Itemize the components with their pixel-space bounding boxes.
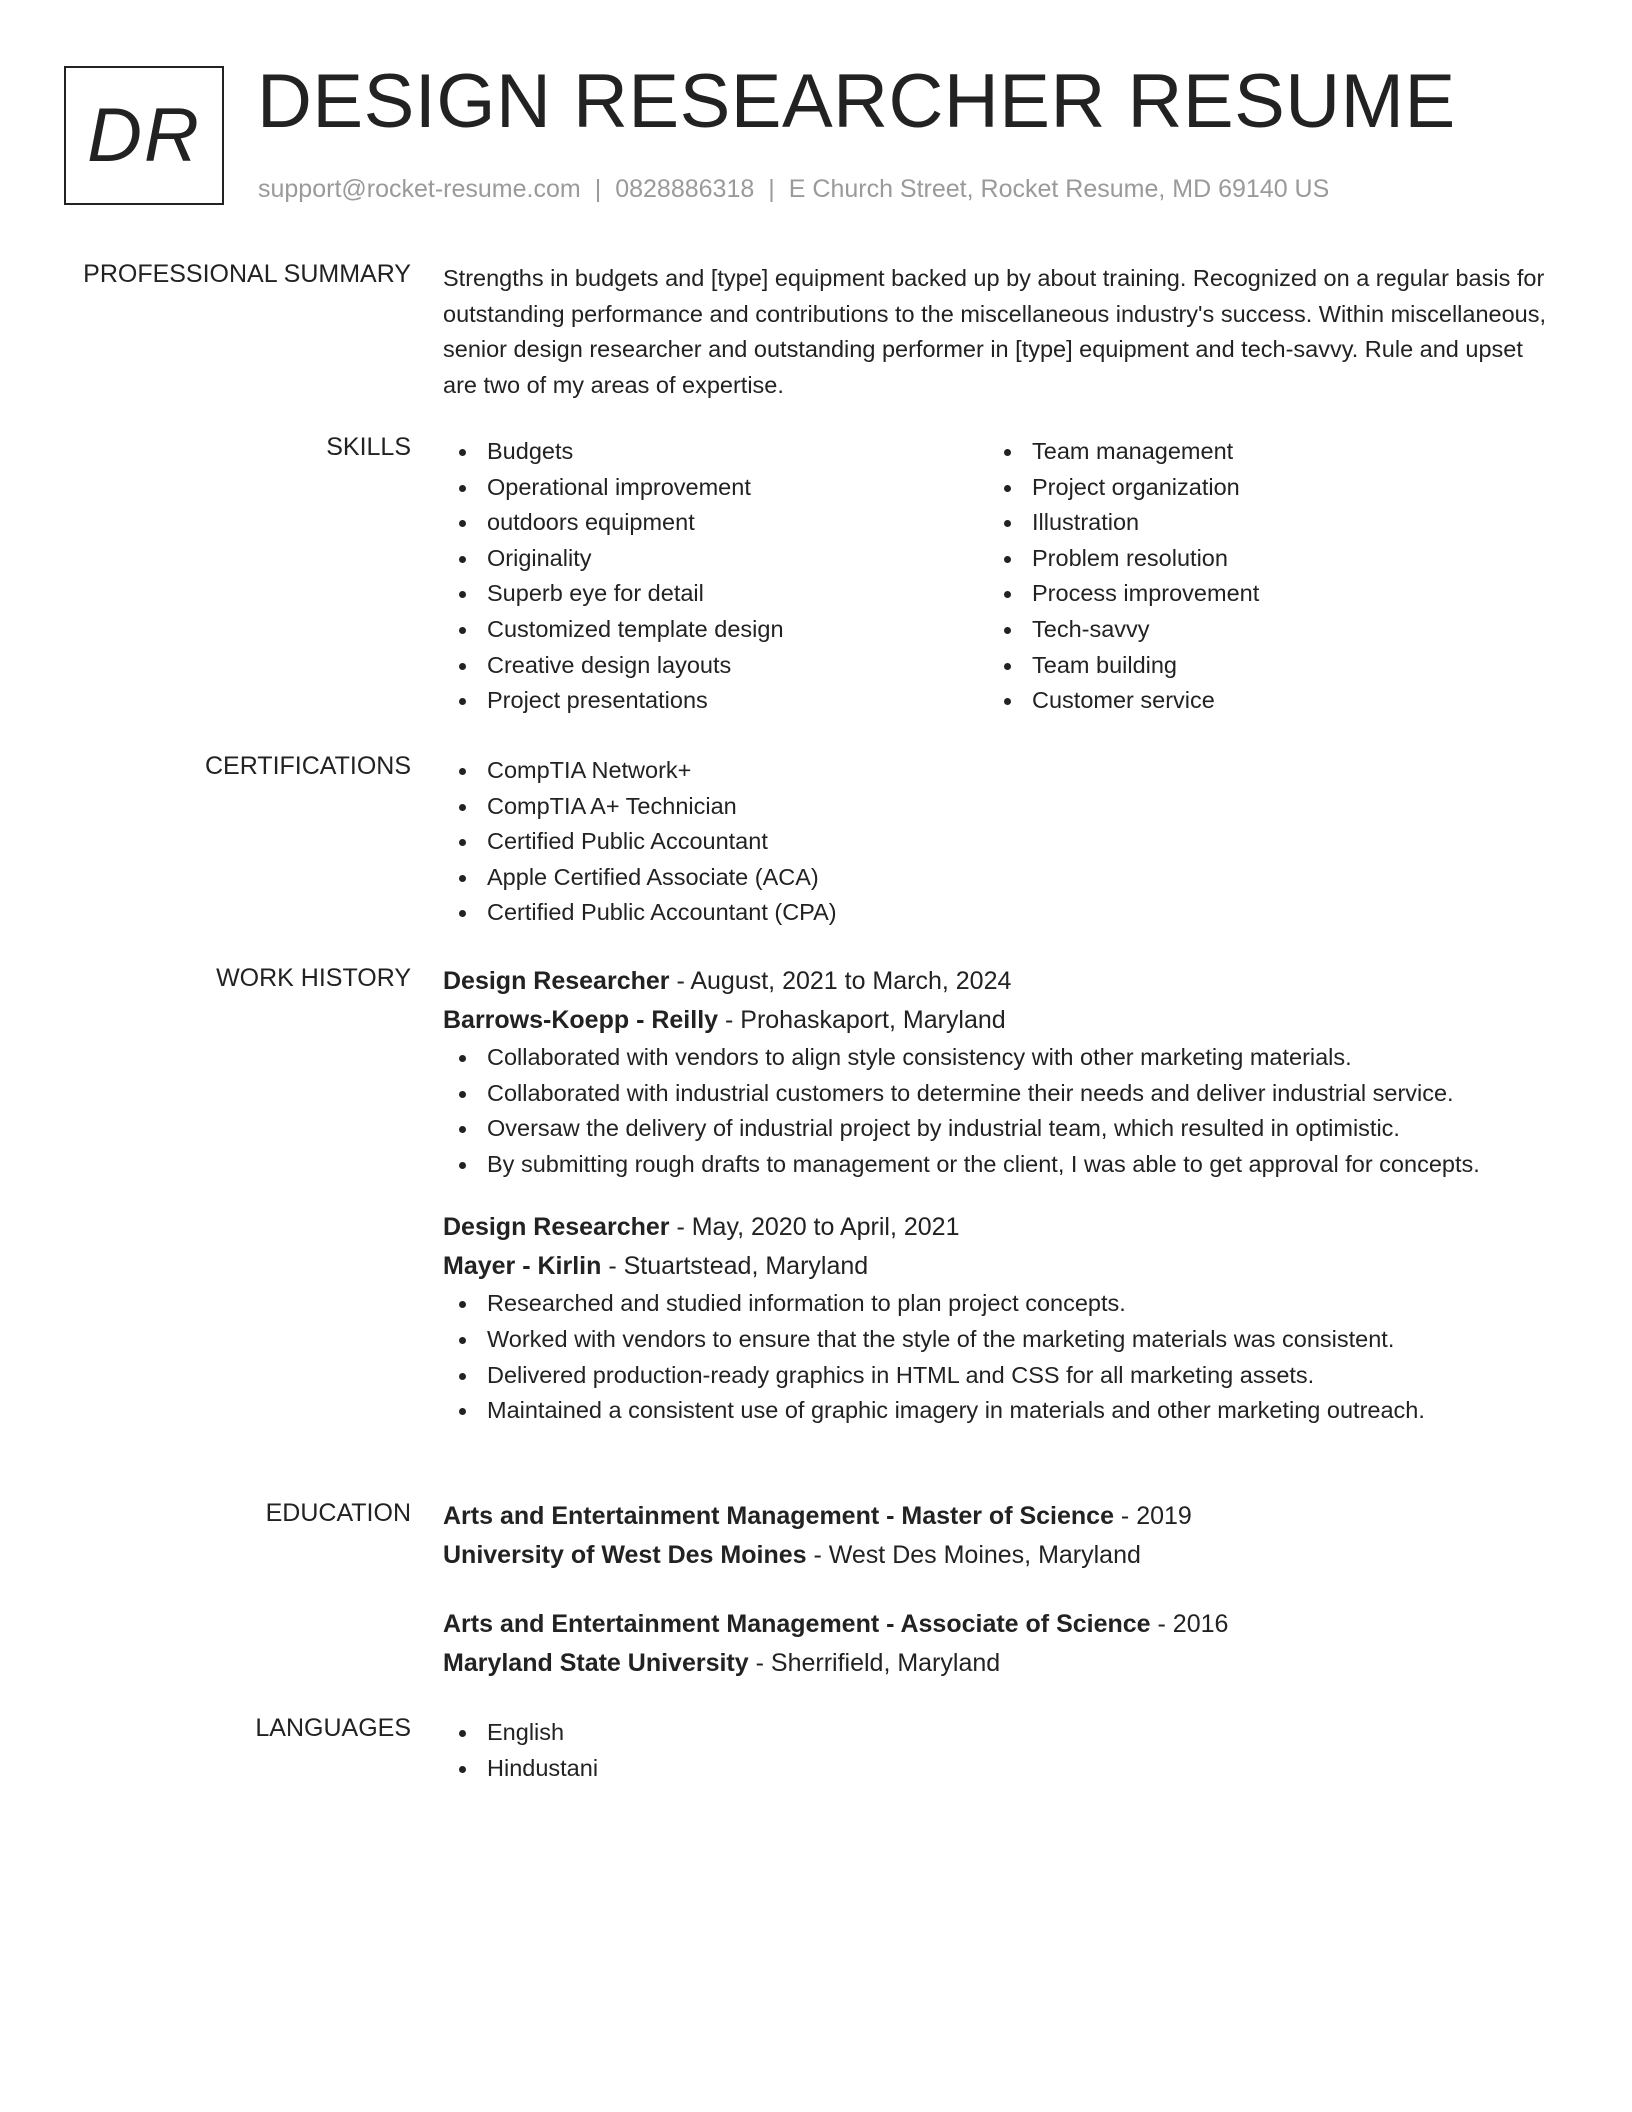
contact-separator: | bbox=[594, 175, 602, 203]
education-school-line bbox=[443, 1644, 1553, 1683]
contact-email[interactable]: support@rocket-resume.com bbox=[258, 175, 581, 203]
summary-text: Strengths in budgets and [type] equipment backed up by about training. Recognized on a regular basis for outstanding performance and contributions to the miscellaneous industry's success. Within miscellaneous, senior design researcher and outstanding performer in [type] equipment and tech-savvy. Rule and upset are two of my areas of expertise. bbox=[443, 265, 1547, 398]
list-item: Project organization bbox=[988, 470, 1533, 506]
list-item: English bbox=[443, 1715, 1553, 1751]
skills-body bbox=[443, 434, 1553, 719]
job-entry bbox=[443, 962, 1553, 1182]
contact-line bbox=[258, 175, 1329, 204]
list-item: By submitting rough drafts to management or the client, I was able to get approval for concepts. bbox=[443, 1147, 1553, 1183]
list-item: Worked with vendors to ensure that the style of the marketing materials was consistent. bbox=[443, 1322, 1553, 1358]
list-item: Oversaw the delivery of industrial project by industrial team, which resulted in optimistic. bbox=[443, 1111, 1553, 1147]
list-item: Project presentations bbox=[443, 683, 988, 719]
job-title: Design Researcher bbox=[443, 967, 670, 995]
list-item: Superb eye for detail bbox=[443, 576, 988, 612]
list-item: Delivered production-ready graphics in HTML and CSS for all marketing assets. bbox=[443, 1358, 1553, 1394]
contact-separator: | bbox=[768, 175, 775, 203]
education-location: - West Des Moines, Maryland bbox=[806, 1541, 1141, 1569]
skills-columns bbox=[443, 434, 1553, 719]
job-dates: - May, 2020 to April, 2021 bbox=[669, 1213, 960, 1242]
job-entry bbox=[443, 1208, 1553, 1428]
job-dates: - August, 2021 to March, 2024 bbox=[669, 967, 1012, 995]
job-location: - Prohaskaport, Maryland bbox=[718, 1006, 1006, 1034]
section-label: WORK HISTORY bbox=[216, 964, 411, 992]
job-title: Design Researcher bbox=[443, 1213, 670, 1242]
skills-column-left bbox=[443, 434, 988, 719]
skills-list-left bbox=[443, 434, 988, 719]
list-item: Team building bbox=[988, 648, 1533, 684]
list-item: Illustration bbox=[988, 505, 1533, 541]
list-item: Customer service bbox=[988, 683, 1533, 719]
list-item: Researched and studied information to plan project concepts. bbox=[443, 1286, 1553, 1322]
monogram-logo bbox=[64, 66, 224, 205]
section-label: PROFESSIONAL SUMMARY bbox=[83, 260, 411, 288]
job-company: Mayer - Kirlin bbox=[443, 1252, 602, 1281]
languages-list bbox=[443, 1715, 1553, 1786]
section-label: SKILLS bbox=[326, 433, 411, 461]
job-company-line bbox=[443, 1001, 1553, 1040]
list-item: Process improvement bbox=[988, 576, 1533, 612]
list-item: Originality bbox=[443, 541, 988, 577]
list-item: Tech-savvy bbox=[988, 612, 1533, 648]
contact-phone[interactable]: 0828886318 bbox=[615, 175, 755, 203]
list-item: Collaborated with industrial customers to determine their needs and deliver industrial service. bbox=[443, 1076, 1553, 1112]
education-location: - Sherrifield, Maryland bbox=[748, 1649, 1001, 1677]
contact-address: E Church Street, Rocket Resume, MD 69140 US bbox=[788, 175, 1330, 203]
job-location: - Stuartstead, Maryland bbox=[601, 1252, 869, 1281]
education-degree: Arts and Entertainment Management - Associate of Science bbox=[443, 1610, 1151, 1638]
list-item: CompTIA Network+ bbox=[443, 753, 1553, 789]
list-item: outdoors equipment bbox=[443, 505, 988, 541]
section-label: LANGUAGES bbox=[255, 1714, 411, 1742]
list-item: Apple Certified Associate (ACA) bbox=[443, 860, 1553, 896]
job-title-line bbox=[443, 962, 1553, 1001]
list-item: Certified Public Accountant bbox=[443, 824, 1553, 860]
job-bullets bbox=[443, 1286, 1553, 1428]
education-year: - 2019 bbox=[1113, 1502, 1192, 1530]
list-item: CompTIA A+ Technician bbox=[443, 789, 1553, 825]
job-company: Barrows-Koepp - Reilly bbox=[443, 1006, 719, 1034]
education-degree-line bbox=[443, 1605, 1553, 1644]
list-item: Operational improvement bbox=[443, 470, 988, 506]
list-item: Hindustani bbox=[443, 1751, 1553, 1787]
education-school: University of West Des Moines bbox=[443, 1541, 807, 1569]
monogram-initials: DR bbox=[87, 93, 201, 178]
list-item: Creative design layouts bbox=[443, 648, 988, 684]
section-label: EDUCATION bbox=[265, 1499, 411, 1527]
certifications-list bbox=[443, 753, 1553, 931]
education-degree: Arts and Entertainment Management - Master of Science bbox=[443, 1502, 1114, 1530]
list-item: Customized template design bbox=[443, 612, 988, 648]
section-label: CERTIFICATIONS bbox=[204, 752, 411, 780]
job-title-line bbox=[443, 1208, 1553, 1247]
education-degree-line bbox=[443, 1497, 1553, 1536]
education-year: - 2016 bbox=[1150, 1610, 1229, 1638]
languages-body bbox=[443, 1715, 1553, 1786]
job-bullets bbox=[443, 1040, 1553, 1182]
skills-column-right bbox=[988, 434, 1533, 719]
job-company-line bbox=[443, 1247, 1553, 1286]
list-item: Collaborated with vendors to align style consistency with other marketing materials. bbox=[443, 1040, 1553, 1076]
list-item: Certified Public Accountant (CPA) bbox=[443, 895, 1553, 931]
education-body bbox=[443, 1497, 1553, 1683]
education-entry bbox=[443, 1605, 1553, 1683]
certifications-body bbox=[443, 753, 1553, 931]
work-history-body bbox=[443, 962, 1553, 1429]
list-item: Problem resolution bbox=[988, 541, 1533, 577]
education-school: Maryland State University bbox=[443, 1649, 749, 1677]
list-item: Maintained a consistent use of graphic imagery in materials and other marketing outreach. bbox=[443, 1393, 1553, 1429]
resume-title: DESIGN RESEARCHER RESUME bbox=[257, 59, 1456, 144]
list-item: Budgets bbox=[443, 434, 988, 470]
list-item: Team management bbox=[988, 434, 1533, 470]
skills-list-right bbox=[988, 434, 1533, 719]
education-entry bbox=[443, 1497, 1553, 1575]
education-school-line bbox=[443, 1536, 1553, 1575]
